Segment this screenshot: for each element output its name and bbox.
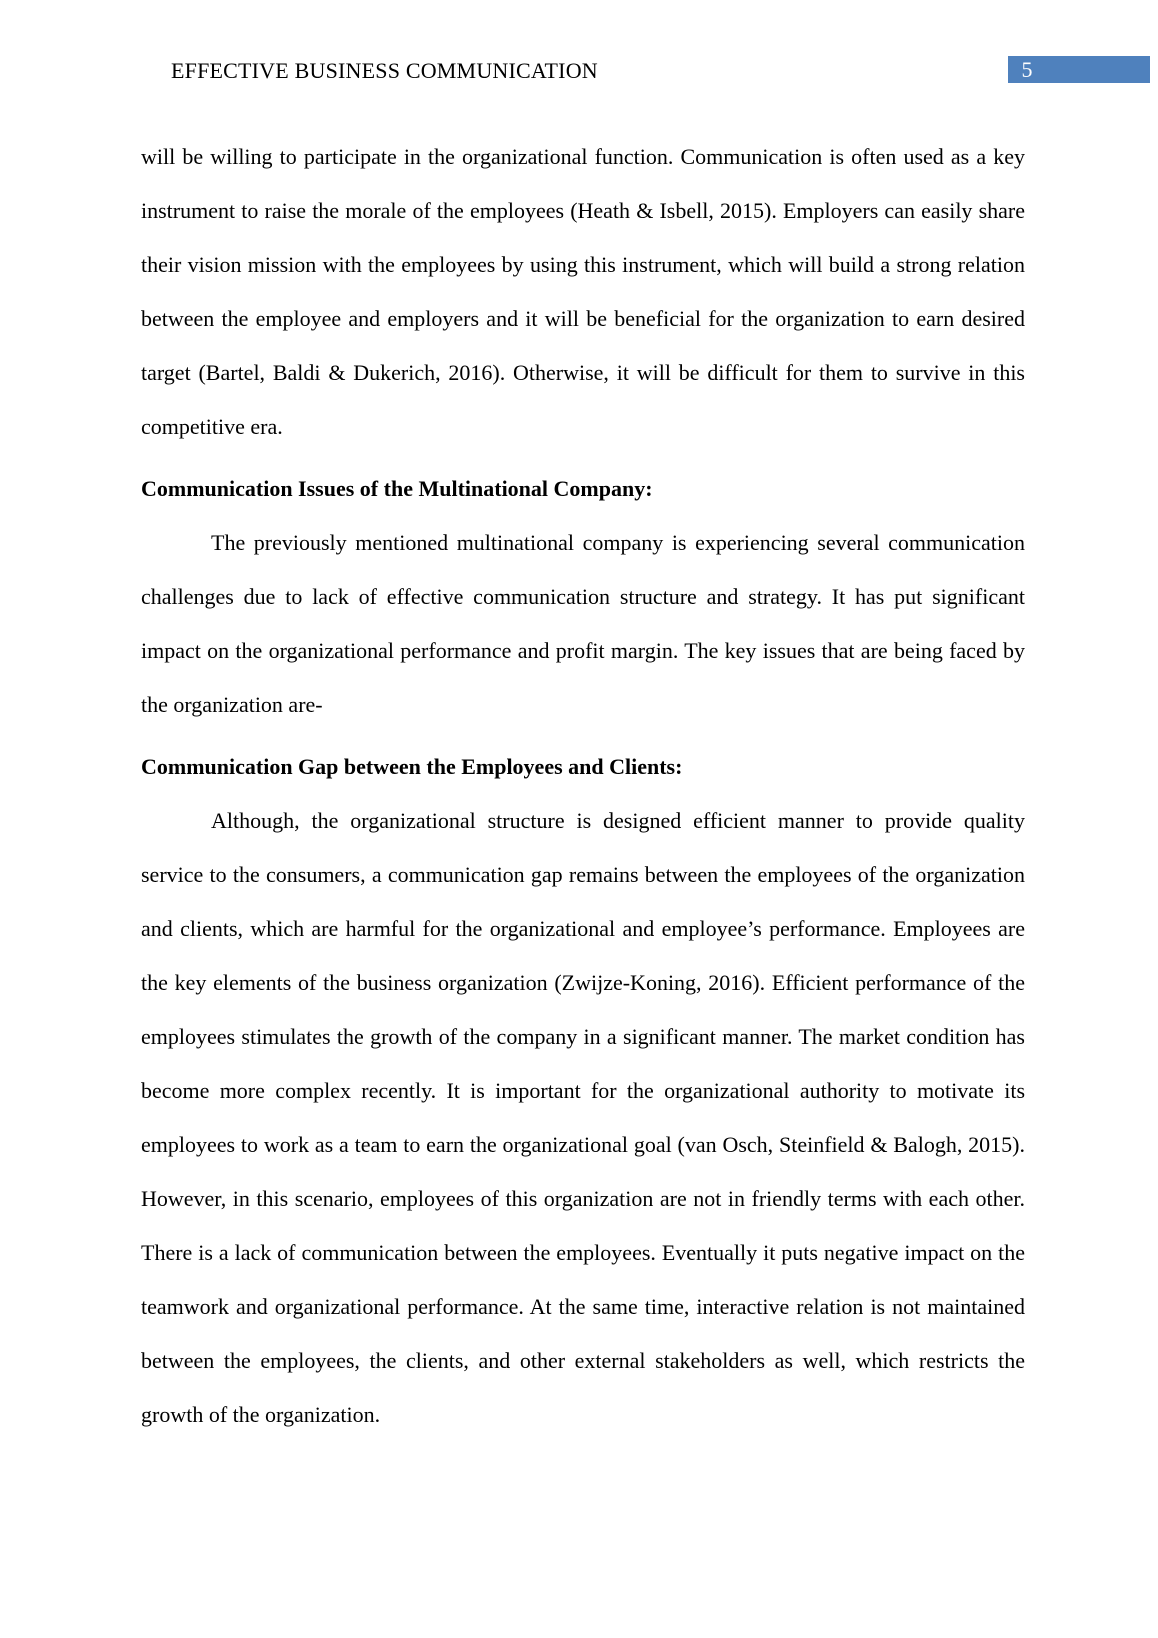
section-heading-communication-gap: Communication Gap between the Employees and Clients: bbox=[141, 754, 683, 779]
page-header bbox=[0, 0, 1158, 100]
paragraph-continuation: will be willing to participate in the organizational function. Communication is often used as a key instrument to raise the morale of the employees (Heath & Isbell, 2015). Employers can easily share their vision mission with the employees by using this instrument, which will build a strong relation between the employee and employers and it will be beneficial for the organization to earn desired target (Bartel, Baldi & Dukerich, 2016). Otherwise, it will be difficult for them to survive in this competitive era. bbox=[141, 144, 1025, 439]
running-head: EFFECTIVE BUSINESS COMMUNICATION bbox=[171, 58, 598, 83]
page-number: 5 bbox=[1021, 57, 1033, 82]
document-body bbox=[141, 130, 1025, 1442]
paragraph-communication-issues: The previously mentioned multinational company is experiencing several communication challenges due to lack of effective communication structure and strategy. It has put significant impact on the organizational performance and profit margin. The key issues that are being faced by the organization are- bbox=[141, 530, 1025, 717]
paragraph-communication-gap: Although, the organizational structure is designed efficient manner to provide quality service to the consumers, a communication gap remains between the employees of the organization and clients, which are harmful for the organizational and employee’s performance. Employees are the key elements of the business organization (Zwijze-Koning, 2016). Efficient performance of the employees stimulates the growth of the company in a significant manner. The market condition has become more complex recently. It is important for the organizational authority to motivate its employees to work as a team to earn the organizational goal (van Osch, Steinfield & Balogh, 2015). However, in this scenario, employees of this organization are not in friendly terms with each other. There is a lack of communication between the employees. Eventually it puts negative impact on the teamwork and organizational performance. At the same time, interactive relation is not maintained between the employees, the clients, and other external stakeholders as well, which restricts the growth of the organization. bbox=[141, 808, 1025, 1427]
section-heading-communication-issues: Communication Issues of the Multinational Company: bbox=[141, 476, 653, 501]
